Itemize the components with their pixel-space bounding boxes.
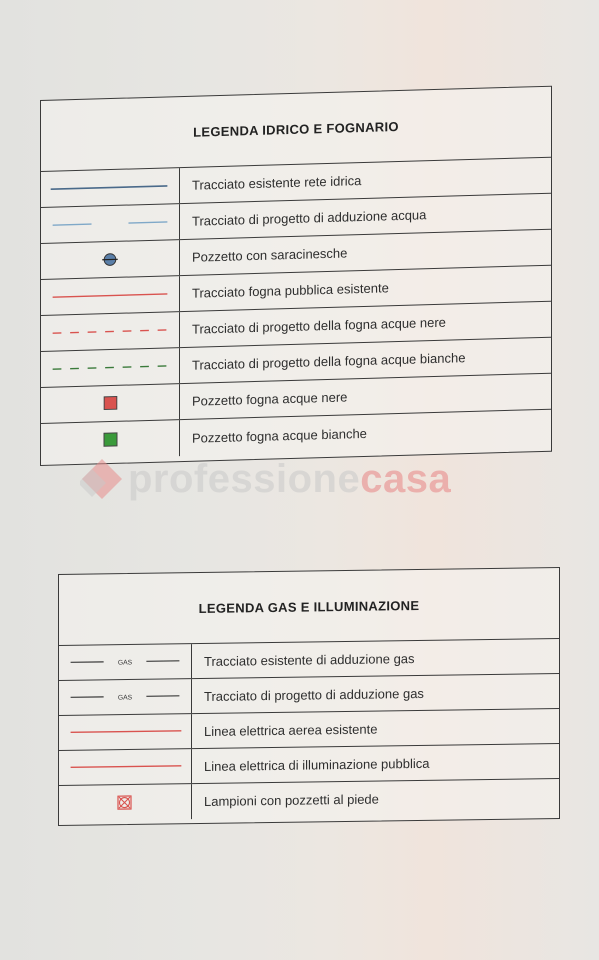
legend-row (59, 779, 559, 821)
legend-water-sewer (40, 86, 552, 466)
red-square-icon (41, 384, 180, 423)
street-lamp-icon (59, 784, 192, 821)
legend-row-label: Pozzetto fogna acque nere (192, 389, 348, 409)
project-black-sewer-line-symbol (41, 312, 180, 351)
existing-power-line-symbol (59, 714, 192, 750)
project-white-sewer-line-symbol (41, 348, 180, 387)
legend-row-label: Linea elettrica aerea esistente (204, 721, 378, 739)
legend-row-label: Tracciato esistente rete idrica (192, 173, 362, 193)
public-lighting-line-symbol (59, 749, 192, 785)
legend-row-label: Tracciato esistente di adduzione gas (204, 650, 415, 669)
legend-row-label: Linea elettrica di illuminazione pubblica (204, 755, 430, 774)
legend-row-label: Tracciato di progetto di adduzione acqua (192, 207, 427, 229)
project-gas-line-symbol (59, 679, 192, 715)
green-square-icon (41, 420, 180, 460)
legend-row-label: Tracciato fogna pubblica esistente (192, 280, 389, 301)
existing-sewer-line-symbol (41, 276, 180, 315)
legend-row-label: Tracciato di progetto di adduzione gas (204, 685, 424, 704)
watermark-text: professionecasa (128, 456, 452, 501)
legend-row-label: Lampioni con pozzetti al piede (204, 791, 379, 809)
legend-water-title: LEGENDA IDRICO E FOGNARIO (41, 87, 551, 172)
existing-gas-line-symbol (59, 644, 192, 680)
svg-text:GAS: GAS (117, 659, 133, 667)
legend-gas-lighting (58, 567, 560, 826)
project-water-line-symbol (41, 204, 180, 243)
legend-row-label: Pozzetto fogna acque bianche (192, 425, 367, 446)
legend-gas-title: LEGENDA GAS E ILLUMINAZIONE (59, 568, 559, 646)
existing-water-line-symbol (41, 168, 180, 207)
legend-row-label: Pozzetto con saracinesche (192, 245, 348, 265)
svg-text:GAS: GAS (117, 694, 133, 702)
valve-manhole-icon (41, 240, 180, 279)
legend-row-label: Tracciato di progetto della fogna acque bianche (192, 350, 466, 373)
legend-row-label: Tracciato di progetto della fogna acque nere (192, 314, 446, 337)
